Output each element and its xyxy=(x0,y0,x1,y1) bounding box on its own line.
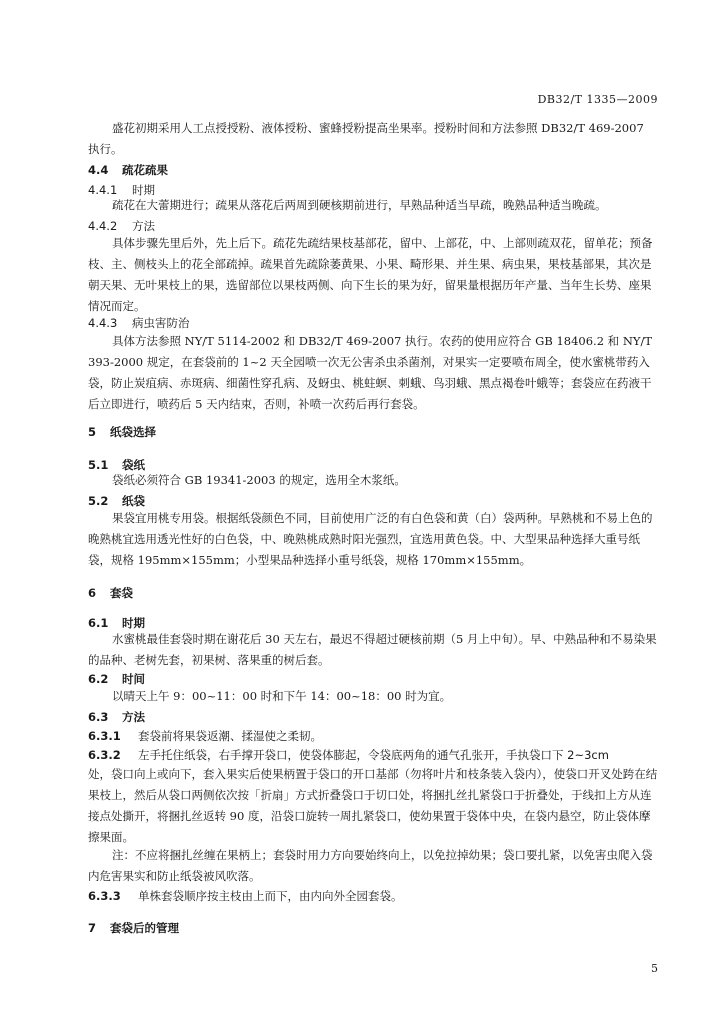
section-title: 时间 xyxy=(122,672,145,686)
section-title: 袋纸 xyxy=(122,458,145,472)
section-title: 套袋后的管理 xyxy=(110,921,179,935)
heading-6-3-1 xyxy=(88,726,658,746)
paragraph-bagging-time: 以晴天上午 9：00~11：00 时和下午 14：00~18：00 时为宜。 xyxy=(112,689,452,703)
section-title: 纸袋 xyxy=(122,494,145,508)
section-number: 6.1 xyxy=(88,616,109,630)
section-number: 6.2 xyxy=(88,672,109,686)
paragraph-note: 注：不应将捆扎丝缠在果柄上；套袋时用力方向要始终向上，以免拉掉幼果；袋口要扎紧，以免害虫爬入袋内危害果实和防止纸袋被风吹落。 xyxy=(88,848,653,883)
section-text: 单株套袋顺序按主枝由上而下，由内向外全园套袋。 xyxy=(138,889,403,903)
section-number: 6 xyxy=(88,586,97,600)
section-number: 6.3 xyxy=(88,710,109,724)
section-number: 4.4.3 xyxy=(88,316,118,330)
section-text: 左手托住纸袋，右手撑开袋口，使袋体膨起，令袋底两角的通气孔张开，手执袋口下 2~3cm xyxy=(138,748,609,762)
section-number: 5.1 xyxy=(88,458,109,472)
paragraph-bagging-method: 处，袋口向上或向下，套入果实后使果柄置于袋口的开口基部（勿将叶片和枝条装入袋内），使袋口开叉处跨在结果枝上，然后从袋口两侧依次按「折扇」方式折叠袋口于切口处，将捆扎丝扎紧袋口于折叠处，于线扣上方从连接点处撕开，将捆扎丝返转 90 度，沿袋口旋转一周扎紧袋口，使幼果置于袋体中央，在袋内悬空，防止袋体摩擦果面。 xyxy=(88,767,658,844)
section-title: 套袋 xyxy=(110,586,133,600)
heading-6-3 xyxy=(88,707,145,727)
section-title: 时期 xyxy=(122,616,145,630)
heading-4-4-3 xyxy=(88,313,190,333)
paragraph-bagging-period: 水蜜桃最佳套袋时期在谢花后 30 天左右，最迟不得超过硬核前期（5 月上中旬）。早、中熟品种和不易染果的品种、老树先套，初果树、落果重的树后套。 xyxy=(88,632,657,667)
paragraph-pest-control: 具体方法参照 NY/T 5114-2002 和 DB32/T 469-2007 执行。农药的使用应符合 GB 18406.2 和 NY/T 393-2000 规定，在套袋前的 1~2 天全园喷一次无公害杀虫杀菌剂，对果实一定要喷布周全，使水蜜桃带药入袋，防止炭疽病、赤斑病、细菌性穿孔病、及蚜虫、桃蛀螟、刺蛾、鸟羽蛾、黑点褐卷叶蛾等；套袋应在药液干后立即进行，喷药后 5 天内结束，否则，补喷一次药后再行套袋。 xyxy=(88,334,653,411)
heading-5 xyxy=(88,422,156,442)
heading-4-4 xyxy=(88,160,168,180)
section-number: 4.4.2 xyxy=(88,219,118,233)
section-number: 6.3.1 xyxy=(88,729,121,743)
heading-6 xyxy=(88,583,133,603)
paragraph-bag-paper: 袋纸必须符合 GB 19341-2003 的规定，选用全木浆纸。 xyxy=(112,473,406,487)
section-number: 5 xyxy=(88,425,97,439)
section-text: 套袋前将果袋返潮、揉湿使之柔韧。 xyxy=(138,729,322,743)
section-number: 6.3.2 xyxy=(88,748,121,762)
page-number: 5 xyxy=(651,962,658,975)
heading-7 xyxy=(88,918,179,938)
section-number: 6.3.3 xyxy=(88,889,121,903)
section-title: 病虫害防治 xyxy=(132,316,190,330)
section-number: 4.4 xyxy=(88,163,109,177)
heading-6-3-2 xyxy=(88,745,658,765)
section-title: 纸袋选择 xyxy=(110,425,156,439)
paragraph-bag-type: 果袋宜用桃专用袋。根据纸袋颜色不同，目前使用广泛的有白色袋和黄（白）袋两种。早熟桃和不易上色的晚熟桃宜选用透光性好的白色袋，中、晚熟桃成熟时阳光强烈，宜选用黄色袋。中、大型果品种选择大重号纸袋，规格 195mm×155mm；小型果品种选择小重号纸袋，规格 170mm×155mm。 xyxy=(88,511,653,567)
paragraph-pollination: 盛花初期采用人工点授授粉、液体授粉、蜜蜂授粉提高坐果率。授粉时间和方法参照 DB32/T 469-2007 执行。 xyxy=(88,121,644,156)
section-title: 方法 xyxy=(132,219,155,233)
section-title: 方法 xyxy=(122,710,145,724)
paragraph-thinning-method: 具体步骤先里后外，先上后下。疏花先疏结果枝基部花，留中、上部花，中、上部则疏双花，留单花；预备枝、主、侧枝头上的花全部疏掉。疏果首先疏除萎黄果、小果、畸形果、并生果、病虫果，果枝基部果，其次是朝天果、无叶果枝上的果，选留部位以果枝两侧、向下生长的果为好，留果量根据历年产量、当年生长势、座果情况而定。 xyxy=(88,236,653,313)
paragraph-thinning-period: 疏花在大蕾期进行；疏果从落花后两周到硬核期前进行，早熟品种适当早疏，晚熟品种适当晚疏。 xyxy=(112,198,607,212)
standard-code: DB32/T 1335—2009 xyxy=(537,93,658,106)
section-number: 4.4.1 xyxy=(88,183,118,197)
heading-6-3-3 xyxy=(88,886,658,906)
section-number: 5.2 xyxy=(88,494,109,508)
section-title: 时期 xyxy=(132,183,155,197)
section-number: 7 xyxy=(88,921,97,935)
section-title: 疏花疏果 xyxy=(122,163,168,177)
